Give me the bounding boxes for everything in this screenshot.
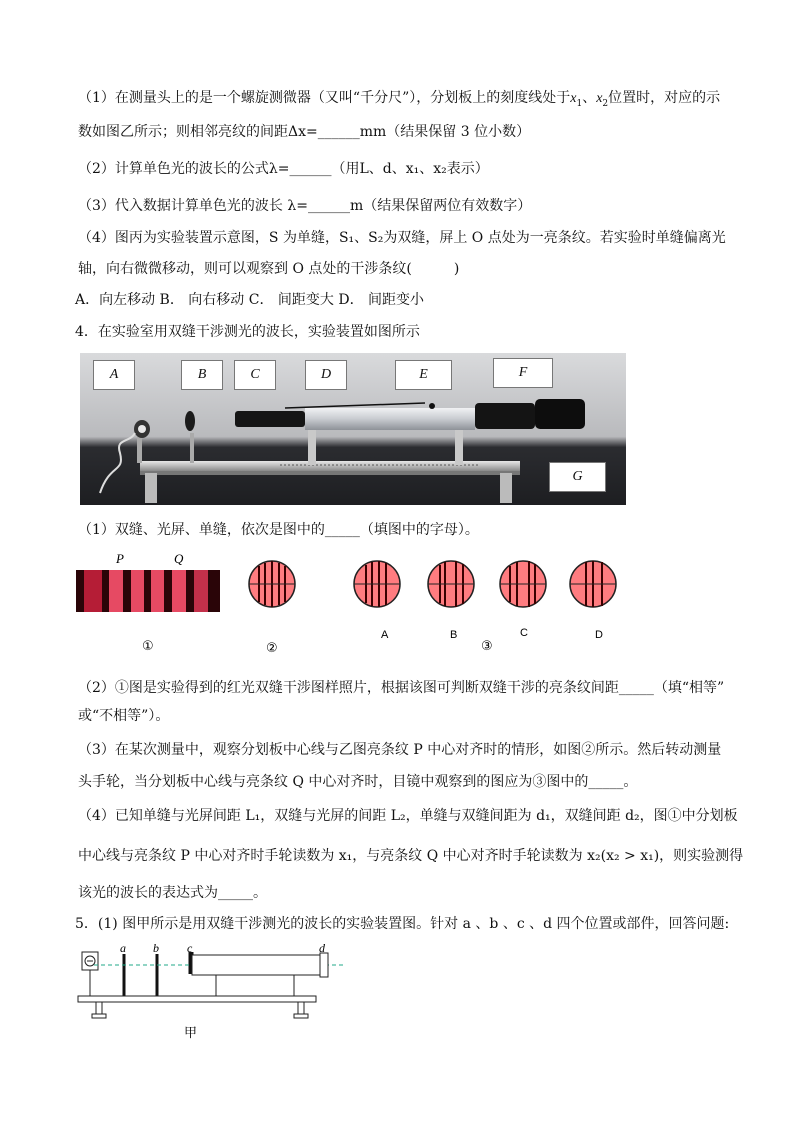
fringe-figures-1 — [76, 547, 226, 667]
label-b: b — [153, 941, 159, 955]
apparatus-diagram-jia — [76, 940, 346, 1045]
photo-label-b: B — [181, 360, 223, 390]
x1-symbol: x — [570, 91, 577, 106]
photo-label-f: F — [493, 358, 553, 388]
label-p: P — [116, 551, 124, 566]
separator: 、 — [582, 90, 597, 106]
q4-part3-line2: 头手轮，当分划板中心线与亮条纹 Q 中心对齐时，目镜中观察到的图应为③图中的_____。 — [78, 774, 638, 790]
photo-label-e: E — [395, 360, 452, 390]
q3-part1-text-end: 位置时，对应的示 — [608, 90, 721, 106]
photo-label-g: G — [549, 462, 606, 492]
option-b-circle — [428, 561, 474, 607]
q3-part1-text: （1）在测量头上的是一个螺旋测微器（又叫“千分尺”），分划板上的刻度线处于 — [78, 90, 571, 106]
option-b-label: B — [450, 629, 458, 641]
caption-jia: 甲 — [184, 1026, 198, 1041]
q3-part1-line2: 数如图乙所示；则相邻亮纹的间距Δx=______mm（结果保留 3 位小数） — [78, 124, 531, 140]
q4-title: 4．在实验室用双缝干涉测光的波长，实验装置如图所示 — [75, 324, 420, 340]
q4-part1: （1）双缝、光屏、单缝，依次是图中的_____（填图中的字母）。 — [78, 522, 479, 538]
x1-subscript: 1 — [576, 98, 583, 109]
q3-part4-line1: （4）图丙为实验装置示意图，S 为单缝，S₁、S₂为双缝，屏上 O 点处为一亮条纹。若实验时单缝偏离光 — [78, 230, 726, 246]
label-c: c — [187, 941, 193, 955]
option-a-label: A — [381, 629, 389, 641]
q4-part2-line1: （2）①图是实验得到的红光双缝干涉图样照片，根据该图可判断双缝干涉的亮条纹间距_____（填“相等” — [78, 680, 725, 696]
photo-label-d: D — [305, 360, 347, 390]
label-q: Q — [174, 551, 184, 566]
fringe-figures-3 — [352, 560, 622, 660]
q5-part1: 5．(1) 图甲所示是用双缝干涉测光的波长的实验装置图。针对 a 、b 、c 、d 四个位置或部件，回答问题: — [75, 916, 730, 932]
q3-part2: （2）计算单色光的波长的公式λ=______（用L、d、x₁、x₂表示） — [78, 161, 489, 177]
q3-part4-options: A．向左移动 B． 向右移动 C． 间距变大 D． 间距变小 — [75, 292, 425, 308]
q3-part3: （3）代入数据计算单色光的波长 λ=______m（结果保留两位有效数字） — [78, 198, 532, 214]
x2-subscript: 2 — [602, 98, 609, 109]
q4-part3-line1: （3）在某次测量中，观察分划板中心线与乙图亮条纹 P 中心对齐时的情形，如图②所示。然后转动测量 — [78, 742, 722, 758]
q4-part4-line1: （4）已知单缝与光屏间距 L₁，双缝与光屏的间距 L₂，单缝与双缝间距为 d₁，双缝间距 d₂，图①中分划板 — [78, 808, 738, 824]
q4-part4-line3: 该光的波长的表达式为_____。 — [78, 885, 267, 901]
label-fig1: ① — [142, 639, 154, 654]
option-d-circle — [570, 561, 616, 607]
label-a: a — [120, 941, 126, 955]
q3-part4-line2: 轴，向右微微移动，则可以观察到 O 点处的干涉条纹( ) — [78, 261, 460, 277]
fringe-figure-2 — [248, 560, 298, 660]
q3-part1-line1 — [78, 88, 720, 114]
label-fig3: ③ — [481, 639, 493, 654]
photo-label-c: C — [234, 360, 276, 390]
photo-label-a: A — [93, 360, 135, 390]
x2-symbol: x — [596, 91, 603, 106]
q4-part4-line2: 中心线与亮条纹 P 中心对齐时手轮读数为 x₁，与亮条纹 Q 中心对齐时手轮读数为 x₂(x₂ > x₁)，则实验测得 — [78, 848, 744, 864]
option-c-circle — [500, 561, 546, 607]
q4-part2-line2: 或“不相等”）。 — [78, 708, 170, 724]
option-c-label: C — [520, 627, 528, 639]
label-fig2: ② — [266, 641, 278, 656]
label-d: d — [319, 941, 325, 955]
option-a-circle — [354, 561, 400, 607]
option-d-label: D — [595, 629, 603, 641]
